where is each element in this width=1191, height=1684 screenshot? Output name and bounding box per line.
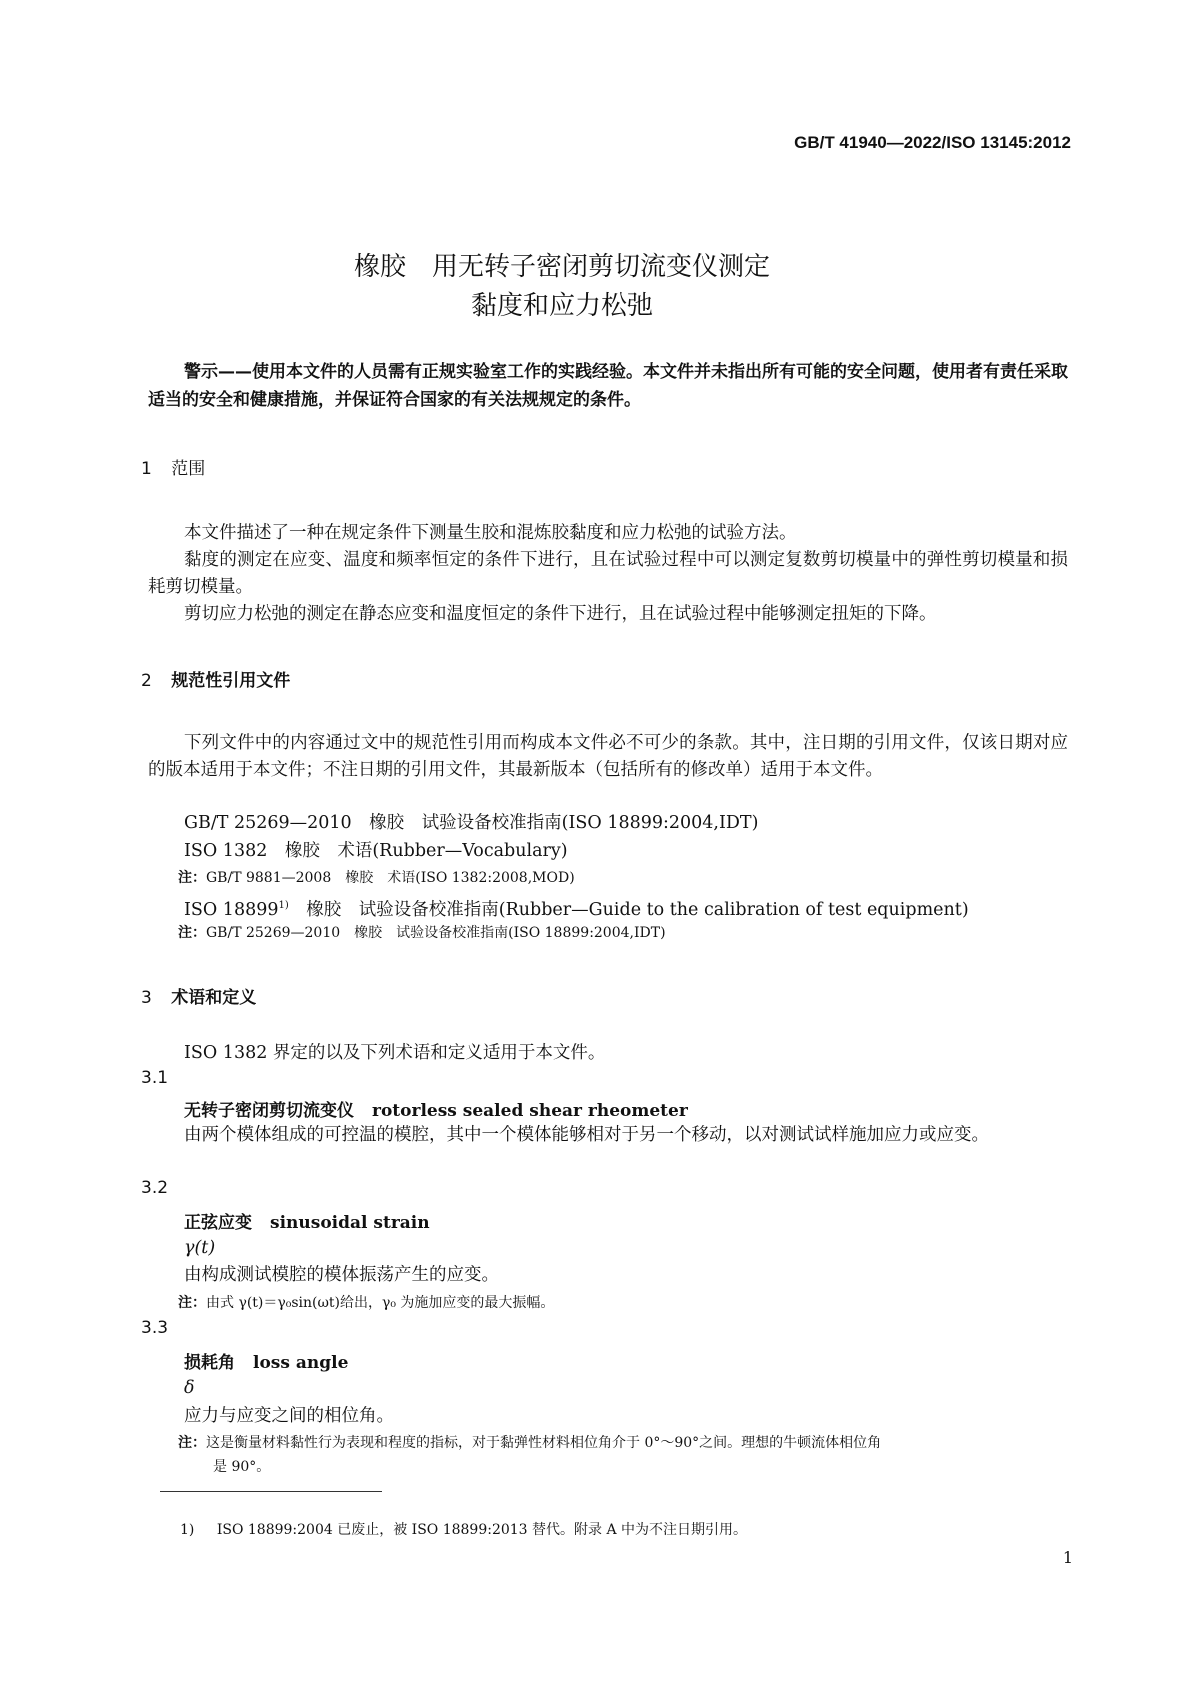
term-en: rotorless sealed shear rheometer xyxy=(372,1101,688,1121)
note-text: 这是衡量材料黏性行为表现和程度的指标，对于黏弹性材料相位角介于 0°～90°之间。理想的牛顿流体相位角 xyxy=(206,1435,882,1451)
term-3-2-number: 3.2 xyxy=(141,1178,169,1198)
term-3-3-definition: 应力与应变之间的相位角。 xyxy=(184,1406,394,1426)
footnote xyxy=(180,1519,747,1539)
term-en: loss angle xyxy=(253,1353,349,1373)
section-1-heading xyxy=(141,454,205,479)
reference-2-note xyxy=(178,867,575,887)
page-number: 1 xyxy=(1062,1548,1073,1567)
scope-paragraph-2: 黏度的测定在应变、温度和频率恒定的条件下进行，且在试验过程中可以测定复数剪切模量中的弹性剪切模量和损耗剪切模量。 xyxy=(148,550,1068,597)
note-text: 由式 γ(t)＝γ₀sin(ωt)给出，γ₀ 为施加应变的最大振幅。 xyxy=(206,1295,555,1311)
footnote-ref: 1) xyxy=(278,900,289,911)
title-line-2: 黏度和应力松弛 xyxy=(470,291,653,321)
normative-intro: 下列文件中的内容通过文中的规范性引用而构成本文件必不可少的条款。其中，注日期的引用文件，仅该日期对应的版本适用于本文件；不注日期的引用文件，其最新版本（包括所有的修改单）适用于本文件。 xyxy=(148,733,1068,780)
term-3-3-note xyxy=(178,1432,881,1452)
reference-title: 橡胶 试验设备校准指南(Rubber—Guide to the calibration of test equipment) xyxy=(288,899,969,920)
term-3-2-heading xyxy=(184,1208,430,1233)
footnote-text: ISO 18899:2004 已废止，被 ISO 18899:2013 替代。附录 A 中为不注日期引用。 xyxy=(216,1522,748,1538)
term-3-3-note-continuation: 是 90°。 xyxy=(213,1459,271,1475)
note-label: 注： xyxy=(178,925,206,941)
term-3-2-definition: 由构成测试模腔的模体振荡产生的应变。 xyxy=(184,1265,499,1285)
section-number: 3 xyxy=(141,988,152,1008)
title-line-1: 橡胶 用无转子密闭剪切流变仪测定 xyxy=(353,252,770,282)
section-number: 2 xyxy=(141,671,152,691)
note-label: 注： xyxy=(178,1435,206,1451)
terms-intro: ISO 1382 界定的以及下列术语和定义适用于本文件。 xyxy=(184,1043,606,1063)
reference-2: ISO 1382 橡胶 术语(Rubber—Vocabulary) xyxy=(184,841,568,861)
term-3-2-symbol: γ(t) xyxy=(184,1238,216,1258)
reference-3-note xyxy=(178,922,666,942)
section-title: 术语和定义 xyxy=(171,988,257,1008)
scope-paragraph-1: 本文件描述了一种在规定条件下测量生胶和混炼胶黏度和应力松弛的试验方法。 xyxy=(184,523,797,543)
term-3-1-number: 3.1 xyxy=(141,1068,169,1088)
section-title: 范围 xyxy=(171,459,206,479)
warning-text: 警示——使用本文件的人员需有正规实验室工作的实践经验。本文件并未指出所有可能的安全问题，使用者有责任采取适当的安全和健康措施，并保证符合国家的有关法规规定的条件。 xyxy=(148,362,1068,410)
term-3-2-note xyxy=(178,1292,554,1312)
term-en: sinusoidal strain xyxy=(270,1213,430,1233)
section-3-heading xyxy=(141,983,256,1008)
term-3-3-number: 3.3 xyxy=(141,1318,169,1338)
document-code: GB/T 41940—2022/ISO 13145:2012 xyxy=(794,133,1071,152)
note-text: GB/T 9881—2008 橡胶 术语(ISO 1382:2008,MOD) xyxy=(206,870,575,886)
term-zh: 正弦应变 xyxy=(184,1213,252,1233)
note-label: 注： xyxy=(178,1295,206,1311)
term-zh: 损耗角 xyxy=(184,1353,235,1373)
term-3-1-definition: 由两个模体组成的可控温的模腔，其中一个模体能够相对于另一个移动，以对测试试样施加应力或应变。 xyxy=(184,1125,989,1145)
reference-3 xyxy=(184,892,969,924)
section-title: 规范性引用文件 xyxy=(171,671,291,691)
term-3-3-symbol: δ xyxy=(184,1378,195,1398)
footnote-divider xyxy=(160,1491,382,1492)
section-number: 1 xyxy=(141,459,152,479)
note-label: 注： xyxy=(178,870,206,886)
term-3-1-heading xyxy=(184,1096,688,1121)
section-2-heading xyxy=(141,666,290,691)
reference-1: GB/T 25269—2010 橡胶 试验设备校准指南(ISO 18899:2004,IDT) xyxy=(184,813,759,833)
term-3-3-heading xyxy=(184,1348,348,1373)
note-text: GB/T 25269—2010 橡胶 试验设备校准指南(ISO 18899:2004,IDT) xyxy=(206,925,666,941)
term-zh: 无转子密闭剪切流变仪 xyxy=(184,1101,354,1121)
scope-paragraph-3: 剪切应力松弛的测定在静态应变和温度恒定的条件下进行，且在试验过程中能够测定扭矩的下降。 xyxy=(184,604,937,624)
footnote-marker: 1) xyxy=(180,1522,195,1538)
reference-code: ISO 18899 xyxy=(184,899,279,920)
